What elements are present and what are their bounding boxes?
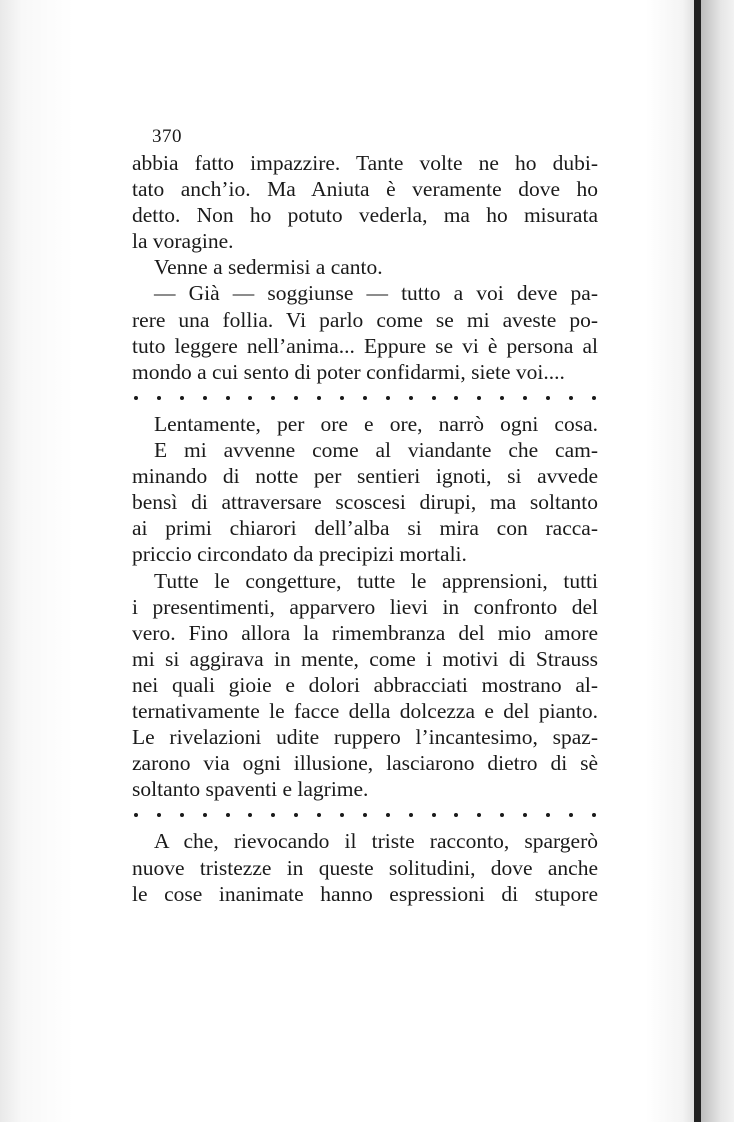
book-spine-shadow: [701, 0, 734, 1122]
separator-dot: [180, 396, 184, 400]
separator-dot: [477, 396, 481, 400]
separator-dot: [409, 813, 413, 817]
text-line: A che, rievocando il triste racconto, spargerò: [154, 829, 598, 854]
separator-dot: [340, 396, 344, 400]
separator-dot: [203, 396, 207, 400]
text-line: ternativamente le facce della dolcezza e del pianto.: [132, 698, 598, 723]
separator-dot: [454, 396, 458, 400]
separator-dot: [363, 396, 367, 400]
ellipsis-separator: [132, 385, 598, 411]
text-line: soltanto spaventi e lagrime.: [132, 777, 369, 802]
separator-dot: [248, 396, 252, 400]
separator-dot: [569, 813, 573, 817]
separator-dot: [226, 813, 230, 817]
text-line: Venne a sedermisi a canto.: [154, 255, 383, 280]
separator-dot: [500, 813, 504, 817]
separator-dot: [203, 813, 207, 817]
page-number: 370: [152, 126, 182, 147]
text-line: vero. Fino allora la rimembranza del mio amore: [132, 620, 598, 645]
text-line: detto. Non ho potuto vederla, ma ho misurata: [132, 203, 598, 228]
separator-dot: [523, 396, 527, 400]
separator-dot: [157, 396, 161, 400]
separator-dot: [317, 396, 321, 400]
ellipsis-separator: [132, 802, 598, 828]
separator-dot: [248, 813, 252, 817]
separator-dot: [546, 396, 550, 400]
separator-dot: [409, 396, 413, 400]
text-line: tuto leggere nell’anima... Eppure se vi è persona al: [132, 333, 598, 358]
separator-dot: [271, 396, 275, 400]
separator-dot: [271, 813, 275, 817]
separator-dot: [294, 396, 298, 400]
text-line: Tutte le congetture, tutte le apprensioni, tutti: [154, 568, 598, 593]
separator-dot: [592, 813, 596, 817]
text-line: abbia fatto impazzire. Tante volte ne ho dubi-: [132, 151, 598, 175]
separator-dot: [157, 813, 161, 817]
separator-dot: [386, 813, 390, 817]
separator-dot: [546, 813, 550, 817]
separator-dot: [226, 396, 230, 400]
text-line: mi si aggirava in mente, come i motivi di Strauss: [132, 646, 598, 671]
text-line: zarono via ogni illusione, lasciarono dietro di sè: [132, 751, 598, 776]
text-line: tato anch’io. Ma Aniuta è veramente dove ho: [132, 177, 598, 202]
separator-dot: [500, 396, 504, 400]
text-line: minando di notte per sentieri ignoti, si avvede: [132, 464, 598, 489]
book-spine-edge: [694, 0, 701, 1122]
text-line: ai primi chiarori dell’alba si mira con racca-: [132, 516, 598, 541]
text-line: i presentimenti, apparvero lievi in confronto del: [132, 594, 598, 619]
separator-dot: [569, 396, 573, 400]
separator-dot: [386, 396, 390, 400]
text-line: bensì di attraversare scoscesi dirupi, ma soltanto: [132, 490, 598, 515]
separator-dot: [432, 396, 436, 400]
text-line: Le rivelazioni udite ruppero l’incantesimo, spaz-: [132, 725, 598, 750]
text-line: E mi avvenne come al viandante che cam-: [154, 438, 598, 463]
page-text: [132, 150, 598, 907]
separator-dot: [317, 813, 321, 817]
text-line: Lentamente, per ore e ore, narrò ogni cosa.: [154, 411, 598, 436]
separator-dot: [134, 813, 138, 817]
separator-dot: [454, 813, 458, 817]
separator-dot: [294, 813, 298, 817]
text-line: nei quali gioie e dolori abbracciati mostrano al-: [132, 672, 598, 697]
separator-dot: [432, 813, 436, 817]
text-line: priccio circondato da precipizi mortali.: [132, 542, 467, 567]
text-line: mondo a cui sento di poter confidarmi, siete voi....: [132, 359, 565, 384]
separator-dot: [477, 813, 481, 817]
separator-dot: [134, 396, 138, 400]
text-line: — Già — soggiunse — tutto a voi deve pa-: [154, 281, 598, 306]
text-line: le cose inanimate hanno espressioni di stupore: [132, 881, 598, 906]
text-line: la voragine.: [132, 229, 234, 254]
separator-dot: [363, 813, 367, 817]
text-line: rere una follia. Vi parlo come se mi aveste po-: [132, 307, 598, 332]
separator-dot: [180, 813, 184, 817]
separator-dot: [592, 396, 596, 400]
separator-dot: [340, 813, 344, 817]
text-line: nuove tristezze in queste solitudini, dove anche: [132, 855, 598, 880]
separator-dot: [523, 813, 527, 817]
